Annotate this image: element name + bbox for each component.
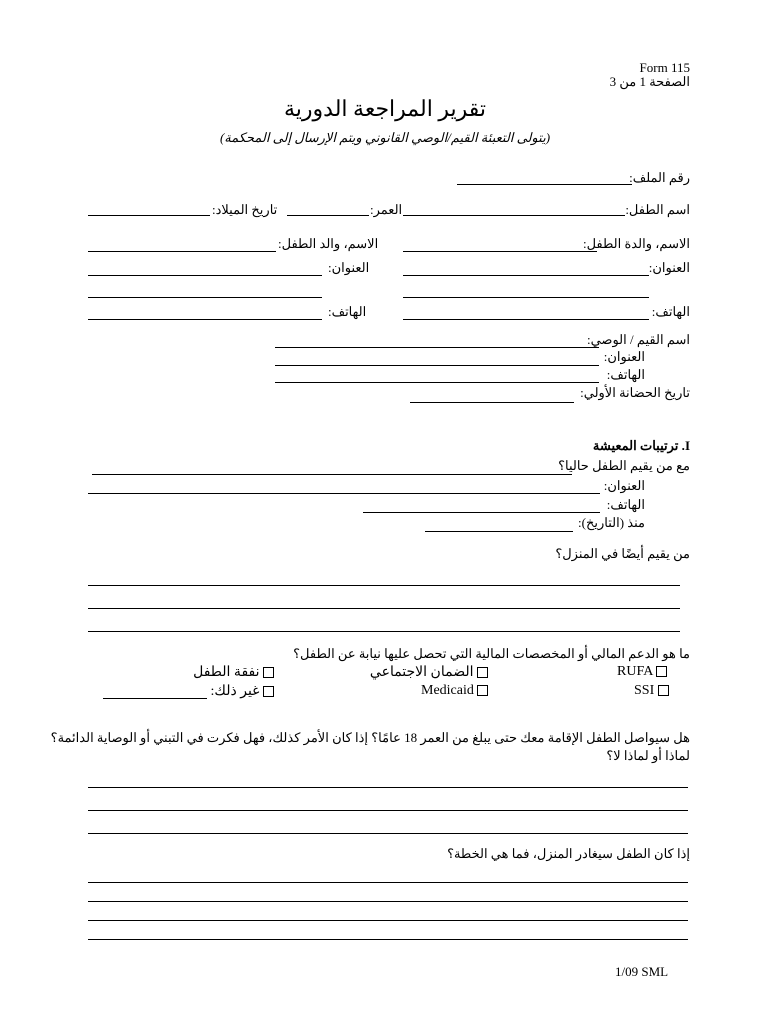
father-phone-label: الهاتف:	[328, 304, 367, 319]
rufa-label: RUFA	[617, 664, 653, 679]
plan-line-1[interactable]	[88, 882, 688, 883]
page-indicator: الصفحة 1 من 3	[609, 74, 690, 89]
child-support-option[interactable]	[193, 664, 274, 681]
adoption-line-1[interactable]	[88, 787, 688, 788]
guardian-address-label: العنوان:	[603, 349, 645, 364]
age-label: العمر:	[370, 202, 403, 217]
child-support-checkbox[interactable]	[263, 667, 274, 678]
file-number-field[interactable]	[457, 184, 632, 185]
father-phone-field[interactable]	[88, 319, 322, 320]
father-address-field[interactable]	[88, 275, 322, 276]
age-field[interactable]	[287, 215, 369, 216]
revision-code: 1/09 SML	[615, 964, 669, 979]
child-support-label: نفقة الطفل	[193, 665, 260, 680]
father-address-field-2[interactable]	[88, 297, 322, 298]
other-label: غير ذلك:	[210, 684, 260, 699]
mother-name-field[interactable]	[403, 251, 597, 252]
page-title: تقرير المراجعة الدورية	[284, 96, 486, 121]
other-option[interactable]	[211, 683, 274, 700]
mother-phone-label: الهاتف:	[651, 304, 690, 319]
adoption-line-2[interactable]	[88, 810, 688, 811]
lives-address-label: العنوان:	[603, 478, 645, 493]
adoption-line-3[interactable]	[88, 833, 688, 834]
since-label: منذ (التاريخ):	[578, 515, 645, 530]
medicaid-checkbox[interactable]	[477, 685, 488, 696]
father-name-label: الاسم، والد الطفل:	[278, 236, 379, 251]
rufa-checkbox[interactable]	[656, 666, 667, 677]
rufa-option[interactable]	[617, 664, 667, 680]
lives-phone-field[interactable]	[363, 512, 600, 513]
mother-address-field-2[interactable]	[403, 297, 649, 298]
others-in-home-label: من يقيم أيضًا في المنزل؟	[555, 546, 690, 561]
ssi-checkbox[interactable]	[658, 685, 669, 696]
others-line-3[interactable]	[88, 631, 680, 632]
support-question: ما هو الدعم المالي أو المخصصات المالية التي تحصل عليها نيابة عن الطفل؟	[293, 646, 690, 661]
guardian-address-field[interactable]	[275, 365, 599, 366]
adoption-why: لماذا أو لماذا لا؟	[606, 748, 690, 763]
guardian-phone-field[interactable]	[275, 382, 599, 383]
section-1-heading: I. ترتيبات المعيشة	[592, 438, 690, 453]
mother-name-label: الاسم، والدة الطفل:	[582, 236, 690, 251]
mother-address-field[interactable]	[403, 275, 649, 276]
lives-with-label: مع من يقيم الطفل حاليا؟	[558, 458, 690, 473]
medicaid-label: Medicaid	[421, 683, 474, 698]
child-name-field[interactable]	[403, 215, 625, 216]
other-field[interactable]	[103, 698, 207, 699]
mother-phone-field[interactable]	[403, 319, 649, 320]
birth-date-label: تاريخ الميلاد:	[212, 202, 278, 217]
birth-date-field[interactable]	[88, 215, 210, 216]
custody-date-field[interactable]	[410, 402, 574, 403]
file-number-label: رقم الملف:	[629, 170, 690, 185]
others-line-2[interactable]	[88, 608, 680, 609]
guardian-name-label: اسم القيم / الوصي:	[586, 332, 690, 347]
lives-with-field[interactable]	[92, 474, 572, 475]
medicaid-option[interactable]	[421, 683, 488, 699]
guardian-name-field[interactable]	[275, 347, 599, 348]
father-name-field[interactable]	[88, 251, 276, 252]
social-security-checkbox[interactable]	[477, 667, 488, 678]
page-subtitle: (يتولى التعبئة القيم/الوصي القانوني ويتم الإرسال إلى المحكمة)	[219, 130, 551, 145]
lives-phone-label: الهاتف:	[606, 497, 645, 512]
guardian-phone-label: الهاتف:	[606, 367, 645, 382]
custody-date-label: تاريخ الحضانة الأولي:	[580, 385, 690, 400]
social-security-option[interactable]	[370, 664, 488, 681]
father-address-label: العنوان:	[328, 260, 370, 275]
since-field[interactable]	[425, 531, 573, 532]
plan-line-3[interactable]	[88, 920, 688, 921]
mother-address-label: العنوان:	[648, 260, 690, 275]
ssi-option[interactable]	[634, 683, 669, 699]
plan-line-4[interactable]	[88, 939, 688, 940]
plan-question: إذا كان الطفل سيغادر المنزل، فما هي الخطة؟	[447, 846, 690, 861]
other-checkbox[interactable]	[263, 686, 274, 697]
ssi-label: SSI	[634, 683, 655, 698]
social-security-label: الضمان الاجتماعي	[369, 665, 474, 680]
adoption-question: هل سيواصل الطفل الإقامة معك حتى يبلغ من العمر 18 عامًا؟ إذا كان الأمر كذلك، فهل فكرت في التبني أو الوصاية الدائمة؟	[50, 730, 690, 745]
child-name-label: اسم الطفل:	[625, 202, 690, 217]
others-line-1[interactable]	[88, 585, 680, 586]
plan-line-2[interactable]	[88, 901, 688, 902]
lives-address-field[interactable]	[88, 493, 600, 494]
form-number: Form 115	[639, 60, 690, 75]
